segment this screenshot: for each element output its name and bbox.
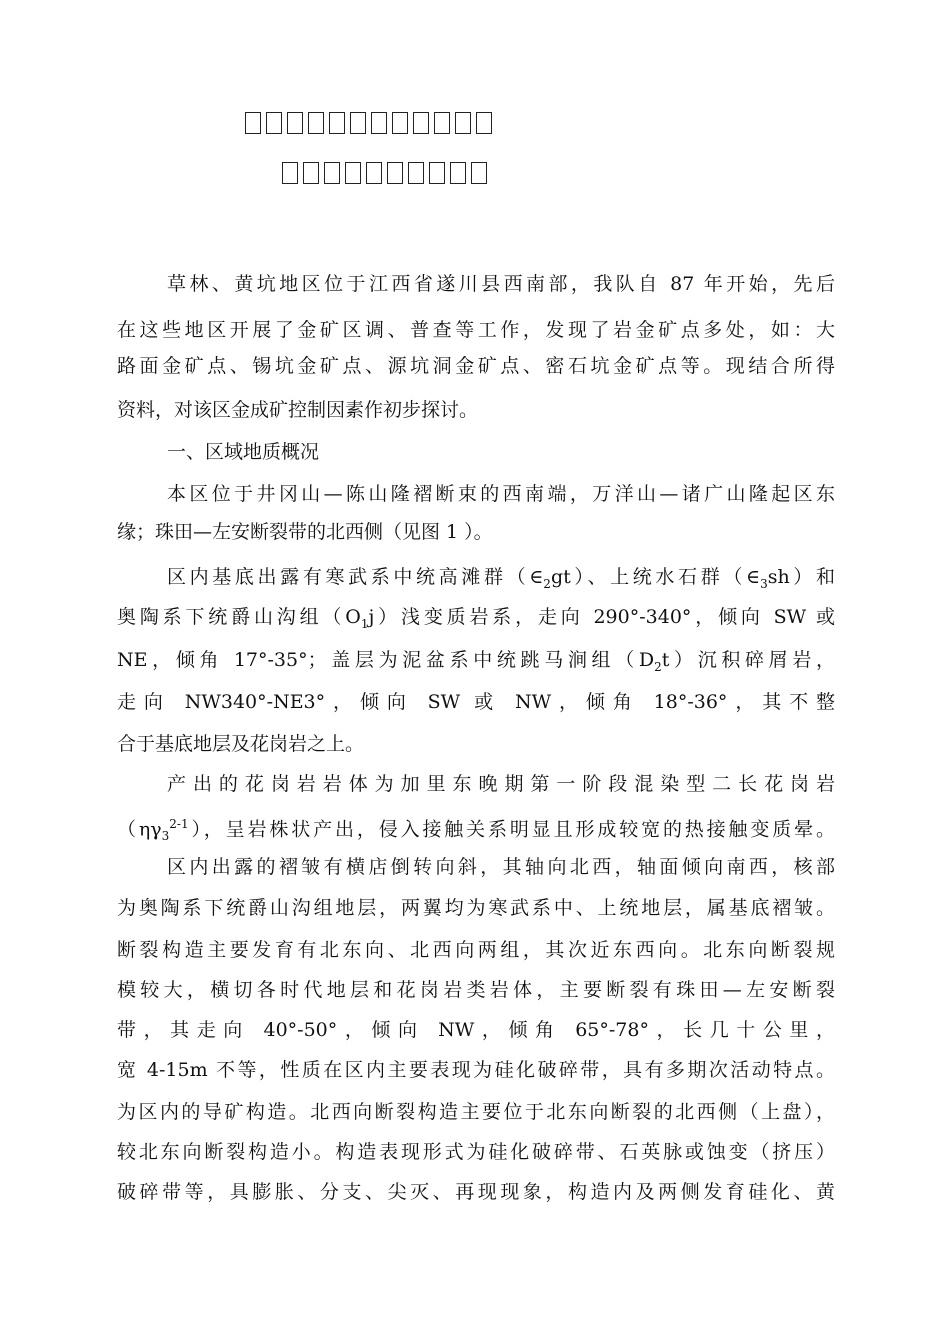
- para-line: 区内出露的褶皱有横店倒转向斜，其轴向北西，轴面倾向南西，核部: [167, 856, 835, 878]
- para-line: 断裂构造主要发育有北东向、北西向两组，其次近东西向。北东向断裂规: [117, 939, 835, 961]
- para-line: 破碎带等，具膨胀、分支、尖灭、再现现象，构造内及两侧发育硅化、黄: [117, 1181, 835, 1203]
- para-line: 在这些地区开展了金矿区调、普查等工作，发现了岩金矿点多处，如：大: [117, 319, 835, 341]
- para-line: 奥陶系下统爵山沟组$(O_1j)$浅变质岩系，走向 290°-340°，倾向 SW 或: [117, 606, 835, 631]
- para-line: 较北东向断裂构造小。构造表现形式为硅化破碎带、石英脉或蚀变（挤压）: [117, 1141, 835, 1163]
- para-line: 路面金矿点、锡坑金矿点、源坑洞金矿点、密石坑金矿点等。现结合所得: [117, 355, 835, 377]
- para-line: 宽 4-15m 不等，性质在区内主要表现为硅化破碎带，具有多期次活动特点。: [117, 1059, 835, 1081]
- para-line: NE，倾角 17°-35°；盖层为泥盆系中统跳马涧组$(D_2t)$沉积碎屑岩，: [117, 649, 835, 674]
- section-heading: 一、区域地质概况: [167, 441, 320, 463]
- para-line: 走向 NW340°-NE3°，倾向 SW 或 NW，倾角 18°-36°，其不整: [117, 691, 835, 713]
- para-line: 为奥陶系下统爵山沟组地层，两翼均为寒武系中、上统地层，属基底褶皱。: [117, 897, 835, 919]
- para-line: 缘；珠田—左安断裂带的北西侧（见图 1 ）。: [117, 521, 493, 543]
- title-line-2: [282, 160, 492, 185]
- para-line: 模较大，横切各时代地层和花岗岩类岩体，主要断裂有珠田—左安断裂: [117, 979, 835, 1001]
- para-line: 资料，对该区金成矿控制因素作初步探讨。: [117, 399, 479, 421]
- title-line-1: [245, 110, 497, 135]
- para-line: 带，其走向 40°-50°，倾向 NW，倾角 65°-78°，长几十公里，: [117, 1019, 835, 1041]
- para-line: 本区位于井冈山—陈山隆褶断束的西南端，万洋山—诸广山隆起区东: [167, 483, 835, 505]
- para-line: 草林、黄坑地区位于江西省遂川县西南部，我队自 87 年开始，先后: [167, 273, 835, 295]
- para-line: 为区内的导矿构造。北西向断裂构造主要位于北东向断裂的北西侧（上盘），: [117, 1101, 835, 1123]
- para-line: 合于基底地层及花岗岩之上。: [117, 733, 365, 755]
- para-line: 区内基底出露有寒武系中统高滩群$(\in_2gt)$、上统水石群$(\in_3sh)$和: [167, 566, 835, 591]
- para-line: $(\eta\gamma_3^{2-1})$，呈岩株状产出，侵入接触关系明显且形成较宽的热接触变质晕。: [117, 817, 835, 844]
- para-line: 产出的花岗岩岩体为加里东晚期第一阶段混染型二长花岗岩: [167, 773, 835, 795]
